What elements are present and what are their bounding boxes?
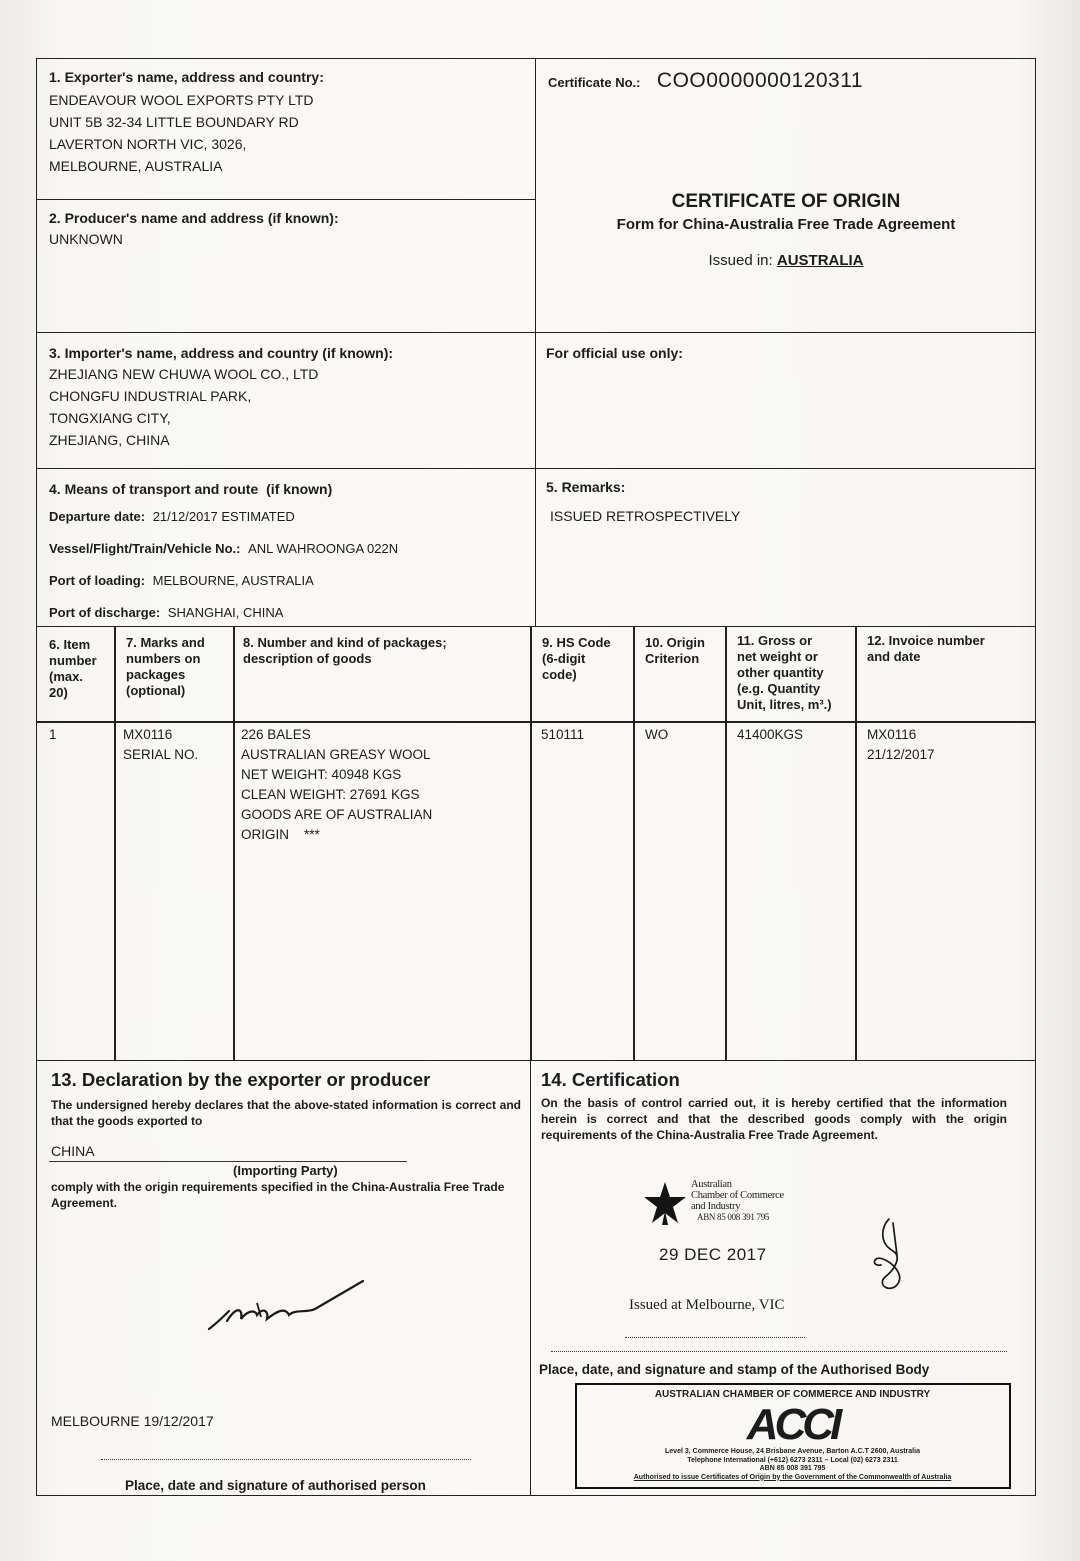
header-marks bbox=[126, 635, 205, 699]
header-line: 11. Gross or bbox=[737, 633, 813, 648]
col-divider bbox=[530, 627, 532, 1061]
header-line: 7. Marks and bbox=[126, 635, 205, 650]
header-packages-description bbox=[243, 635, 447, 667]
seal-phone: Telephone International (+612) 6273 2311 – Local (02) 6273 2311 bbox=[687, 1456, 898, 1464]
cell-line: GOODS ARE OF AUSTRALIAN bbox=[241, 807, 433, 822]
vessel-value: ANL WAHROONGA 022N bbox=[248, 541, 399, 556]
producer-value: UNKNOWN bbox=[49, 231, 123, 247]
stamp-abn: ABN 85 008 391 795 bbox=[697, 1212, 770, 1222]
certificate-subtitle: Form for China-Australia Free Trade Agreement bbox=[616, 216, 956, 233]
goods-table bbox=[37, 626, 1035, 1060]
discharge-value: SHANGHAI, CHINA bbox=[167, 605, 284, 620]
signature-dotted-line bbox=[625, 1337, 805, 1338]
stamp-line: Australian bbox=[691, 1179, 732, 1190]
header-line: (6-digit bbox=[542, 651, 586, 666]
exporter-address bbox=[49, 89, 314, 177]
star-icon bbox=[643, 1181, 687, 1225]
producer-label: 2. Producer's name and address (if known): bbox=[49, 210, 339, 226]
seal-details bbox=[577, 1448, 1008, 1482]
transport-label-suffix: (if known) bbox=[266, 481, 333, 497]
stamp-line: and Industry bbox=[691, 1201, 741, 1212]
box-producer bbox=[37, 199, 535, 332]
discharge-label: Port of discharge: bbox=[49, 605, 161, 620]
exporter-line: LAVERTON NORTH VIC, 3026, bbox=[49, 136, 247, 152]
certificate-number bbox=[548, 69, 863, 93]
importer-line: ZHEJIANG NEW CHUWA WOOL CO., LTD bbox=[49, 366, 319, 382]
cell-line: MX0116 bbox=[123, 727, 173, 742]
issued-in-label: Issued in: bbox=[708, 252, 773, 269]
cell-line: SERIAL NO. bbox=[123, 747, 199, 762]
cell-line: ORIGIN *** bbox=[241, 827, 320, 842]
header-line: (max. bbox=[49, 669, 83, 684]
cell-goods-description bbox=[241, 725, 432, 845]
header-line: Criterion bbox=[645, 651, 700, 666]
header-line: (e.g. Quantity bbox=[737, 681, 821, 696]
header-item-number bbox=[49, 637, 97, 701]
col-divider bbox=[114, 627, 116, 1061]
cell-marks bbox=[123, 725, 198, 765]
stamp-dotted-line bbox=[551, 1351, 1007, 1352]
declaration-country: CHINA bbox=[51, 1143, 95, 1159]
importer-line: TONGXIANG CITY, bbox=[49, 410, 171, 426]
declaration-footer: Place, date and signature of authorised person bbox=[125, 1478, 426, 1493]
vessel-label: Vessel/Flight/Train/Vehicle No.: bbox=[49, 541, 241, 556]
acci-seal bbox=[575, 1383, 1011, 1489]
importer-label: 3. Importer's name, address and country (if known): bbox=[49, 345, 394, 361]
departure-date bbox=[49, 509, 295, 524]
cell-line: AUSTRALIAN GREASY WOOL bbox=[241, 747, 431, 762]
col-divider bbox=[233, 627, 235, 1061]
cell-line: 21/12/2017 bbox=[867, 747, 935, 762]
declaration-text-2: comply with the origin requirements specified in the China-Australia Free Trade Agreement. bbox=[51, 1180, 505, 1210]
header-line: code) bbox=[542, 667, 577, 682]
exporter-label: 1. Exporter's name, address and country: bbox=[49, 69, 324, 85]
header-line: 20) bbox=[49, 685, 68, 700]
signature-dotted-line bbox=[101, 1459, 471, 1460]
box-remarks bbox=[535, 468, 1035, 626]
exporter-line: MELBOURNE, AUSTRALIA bbox=[49, 158, 223, 174]
country-underline bbox=[49, 1161, 407, 1162]
box-declaration bbox=[37, 1060, 530, 1495]
transport-label-text: 4. Means of transport and route bbox=[49, 481, 259, 497]
box-exporter bbox=[37, 59, 535, 199]
header-line: 9. HS Code bbox=[542, 635, 611, 650]
declaration-text: The undersigned hereby declares that the above-stated information is correct and that the goods exported to bbox=[51, 1098, 521, 1128]
declaration-place-date: MELBOURNE 19/12/2017 bbox=[51, 1413, 214, 1429]
seal-organisation: AUSTRALIAN CHAMBER OF COMMERCE AND INDUSTRY bbox=[654, 1389, 931, 1400]
header-line: and date bbox=[867, 649, 921, 664]
header-line: 8. Number and kind of packages; bbox=[243, 635, 447, 650]
col-divider bbox=[725, 627, 727, 1061]
header-line: (optional) bbox=[126, 683, 186, 698]
loading-label: Port of loading: bbox=[49, 573, 146, 588]
col-divider bbox=[633, 627, 635, 1061]
cell-line: MX0116 bbox=[867, 727, 917, 742]
header-line: 10. Origin bbox=[645, 635, 705, 650]
exporter-signature bbox=[197, 1275, 367, 1345]
importer-address bbox=[49, 363, 318, 451]
remarks-value: ISSUED RETROSPECTIVELY bbox=[550, 508, 741, 524]
header-line: 12. Invoice number bbox=[867, 633, 985, 648]
certificate-no-value: COO0000000120311 bbox=[656, 69, 864, 92]
remarks-label: 5. Remarks: bbox=[546, 479, 626, 495]
issued-in bbox=[536, 252, 1036, 269]
departure-value: 21/12/2017 ESTIMATED bbox=[152, 509, 295, 524]
header-line: other quantity bbox=[737, 665, 824, 680]
official-use-label: For official use only: bbox=[546, 345, 683, 361]
certification-footer: Place, date, and signature and stamp of the Authorised Body bbox=[539, 1362, 930, 1377]
vessel-number bbox=[49, 541, 398, 556]
stamp-organisation bbox=[691, 1179, 784, 1223]
box-official-use bbox=[535, 332, 1035, 468]
certification-date: 29 DEC 2017 bbox=[659, 1245, 767, 1264]
header-line: numbers on bbox=[126, 651, 201, 666]
seal-abn: ABN 85 008 391 795 bbox=[759, 1465, 826, 1472]
port-of-discharge bbox=[49, 605, 283, 620]
header-line: 6. Item bbox=[49, 637, 91, 652]
header-weight bbox=[737, 633, 832, 713]
box-certification bbox=[530, 1060, 1035, 1495]
header-hs-code bbox=[542, 635, 611, 683]
header-origin-criterion bbox=[645, 635, 705, 667]
cell-origin-criterion: WO bbox=[645, 727, 669, 742]
cell-line: 226 BALES bbox=[241, 727, 311, 742]
stamp-line: Chamber of Commerce bbox=[691, 1190, 784, 1201]
acci-logo: ACCI bbox=[746, 1400, 839, 1449]
exporter-line: ENDEAVOUR WOOL EXPORTS PTY LTD bbox=[49, 92, 314, 108]
seal-authorisation: Authorised to issue Certificates of Origin by the Government of the Commonwealth of Australia bbox=[633, 1473, 952, 1481]
declaration-title: 13. Declaration by the exporter or producer bbox=[51, 1069, 431, 1090]
departure-label: Departure date: bbox=[49, 509, 146, 524]
cell-weight: 41400KGS bbox=[737, 727, 804, 742]
header-line: description of goods bbox=[243, 651, 372, 666]
col-divider bbox=[855, 627, 857, 1061]
header-line: net weight or bbox=[737, 649, 818, 664]
header-divider bbox=[37, 721, 1035, 723]
certification-title: 14. Certification bbox=[541, 1069, 680, 1090]
importing-party-label: (Importing Party) bbox=[233, 1163, 338, 1178]
cell-invoice bbox=[867, 725, 935, 765]
cell-line: CLEAN WEIGHT: 27691 KGS bbox=[241, 787, 420, 802]
cell-hs-code: 510111 bbox=[541, 727, 585, 742]
transport-label bbox=[49, 481, 332, 497]
cell-item-number: 1 bbox=[49, 727, 57, 742]
importer-line: ZHEJIANG, CHINA bbox=[49, 432, 170, 448]
header-line: number bbox=[49, 653, 97, 668]
seal-address: Level 3, Commerce House, 24 Brisbane Avenue, Barton A.C.T 2600, Australia bbox=[665, 1448, 920, 1455]
box-certificate-header bbox=[535, 59, 1035, 332]
importer-line: CHONGFU INDUSTRIAL PARK, bbox=[49, 388, 252, 404]
certification-text: On the basis of control carried out, it is hereby certified that the information herein is correct and that the described goods comply with the origin requirements of the China-Australia Free Trade Agreement. bbox=[541, 1096, 1007, 1142]
certificate-form bbox=[36, 58, 1036, 1496]
certification-issued-at: Issued at Melbourne, VIC bbox=[629, 1297, 785, 1313]
box-transport bbox=[37, 468, 535, 626]
header-invoice bbox=[867, 633, 985, 665]
header-line: Unit, litres, m³.) bbox=[737, 697, 832, 712]
cell-line: NET WEIGHT: 40948 KGS bbox=[241, 767, 402, 782]
certificate-title: CERTIFICATE OF ORIGIN bbox=[671, 191, 901, 212]
box-importer bbox=[37, 332, 535, 468]
header-line: packages bbox=[126, 667, 186, 682]
certifier-signature bbox=[863, 1215, 919, 1295]
loading-value: MELBOURNE, AUSTRALIA bbox=[152, 573, 314, 588]
issued-in-country: AUSTRALIA bbox=[776, 252, 864, 269]
exporter-line: UNIT 5B 32-34 LITTLE BOUNDARY RD bbox=[49, 114, 299, 130]
certificate-no-label: Certificate No.: bbox=[548, 75, 641, 90]
port-of-loading bbox=[49, 573, 314, 588]
